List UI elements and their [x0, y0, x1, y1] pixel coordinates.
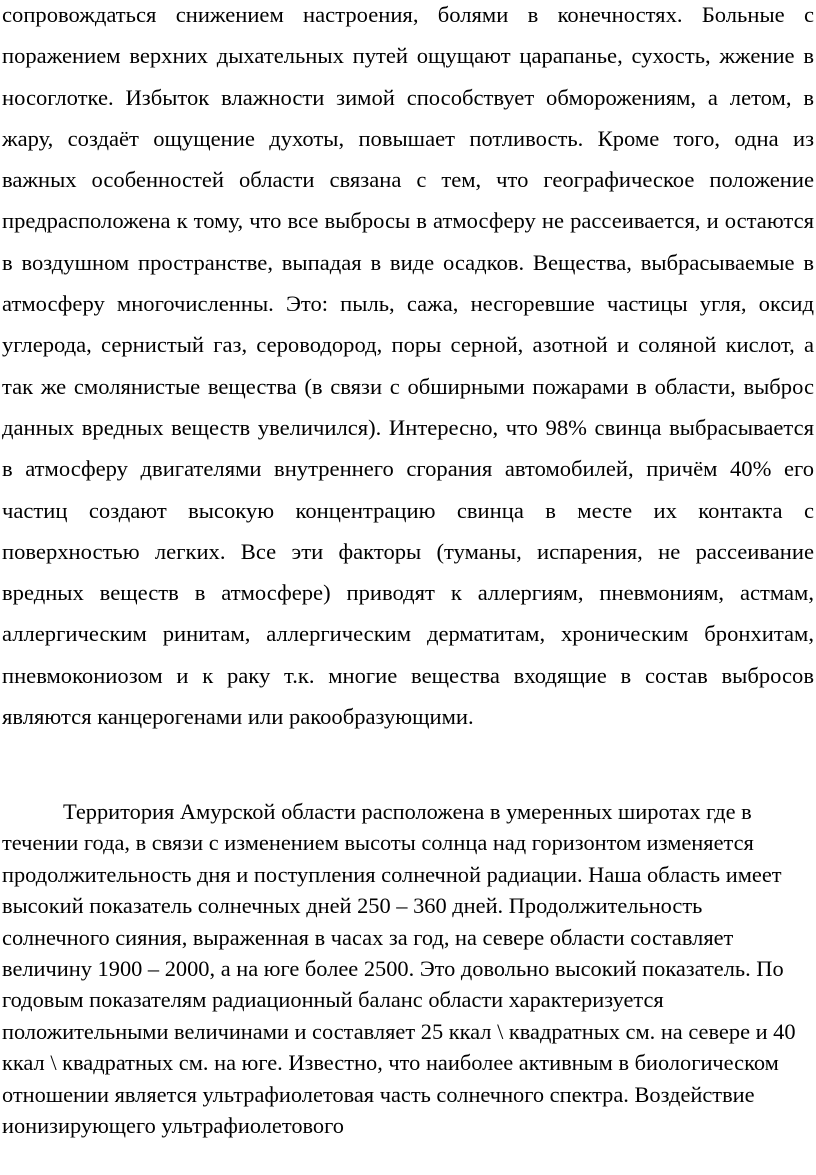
paragraph-solar-radiation: Территория Амурской области расположена в умеренных широтах где в течении года, в связи с изменением высоты солнца над горизонтом изменяется продолжительность дня и поступления солнечной радиации. Наша область имеет высокий показатель солнечных дней 250 – 360 дней. Продолжительность солнечного сияния, выраженная в часах за год, на севере области составляет величину 1900 – 2000, а на юге более 2500. Это довольно высокий показатель. По годовым показателям радиационный баланс области характеризуется положительными величинами и составляет 25 ккал \ квадратных см. на севере и 40 ккал \ квадратных см. на юге. Известно, что наиболее активным в биологическом отношении является ультрафиолетовая часть солнечного спектра. Воздействие ионизирующего ультрафиолетового	[2, 799, 796, 1139]
paragraph-health-effects: сопровождаться снижением настроения, болями в конечностях. Больные с поражением верхних дыхательных путей ощущают царапанье, сухость, жжение в носоглотке. Избыток влажности зимой способствует обморожениям, а летом, в жару, создаёт ощущение духоты, повышает потливость. Кроме того, одна из важных особенностей области связана с тем, что географическое положение предрасположена к тому, что все выбросы в атмосферу не рассеивается, и остаются в воздушном пространстве, выпадая в виде осадков. Вещества, выбрасываемые в атмосферу многочисленны. Это: пыль, сажа, несгоревшие частицы угля, оксид углерода, сернистый газ, сероводород, поры серной, азотной и соляной кислот, а так же смолянистые вещества (в связи с обширными пожарами в области, выброс данных вредных веществ увеличился). Интересно, что 98% свинца выбрасывается в атмосферу двигателями внутреннего сгорания автомобилей, причём 40% его частиц создают высокую концентрацию свинца в месте их контакта с поверхностью легких. Все эти факторы (туманы, испарения, не рассеивание вредных веществ в атмосфере) приводят к аллергиям, пневмониям, астмам, аллергическим ринитам, аллергическим дерматитам, хроническим бронхитам, пневмокониозом и к раку т.к. многие вещества входящие в состав выбросов являются канцерогенами или ракообразующими.	[2, 2, 814, 730]
